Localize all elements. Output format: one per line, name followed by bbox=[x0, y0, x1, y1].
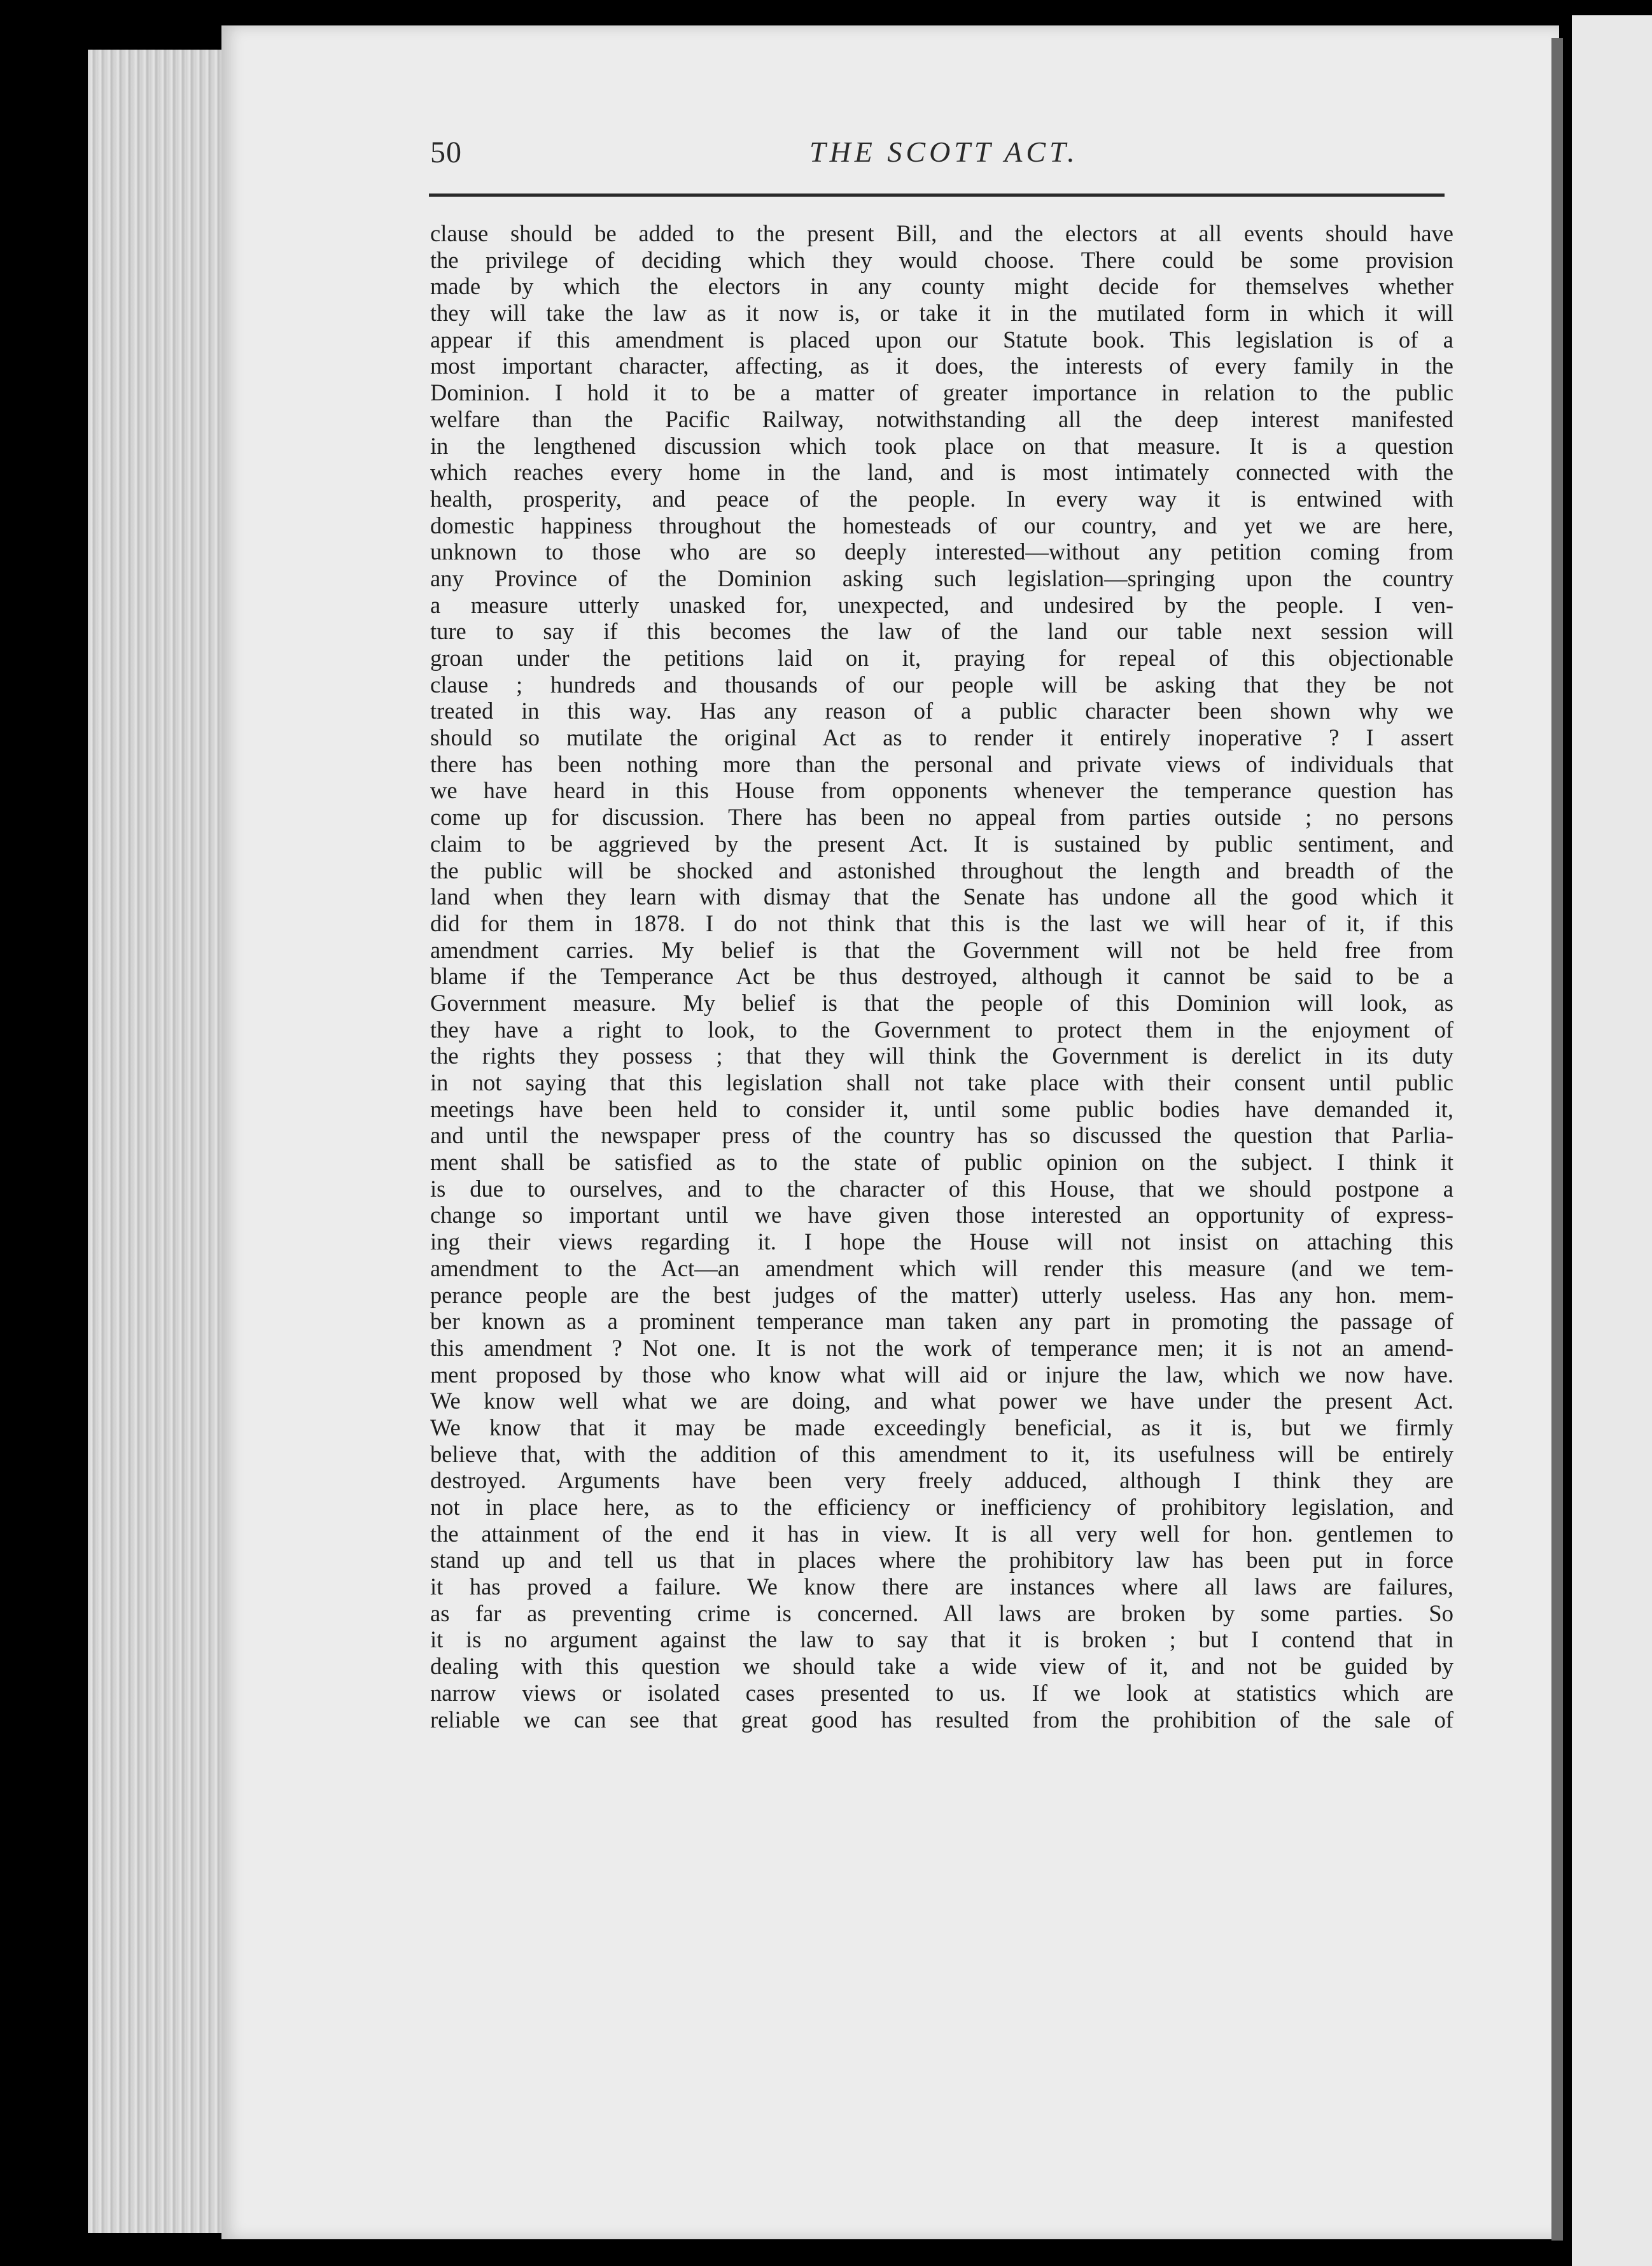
text-line: they will take the law as it now is, or take it in the mutilated form in which it will bbox=[430, 300, 1453, 327]
text-line: domestic happiness throughout the homesteads of our country, and yet we are here, bbox=[430, 512, 1453, 538]
text-line: they have a right to look, to the Government to protect them in the enjoyment of bbox=[430, 1016, 1453, 1043]
body-text bbox=[430, 220, 1453, 1733]
text-line: amendment to the Act—an amendment which will render this measure (and we tem- bbox=[430, 1255, 1453, 1281]
text-line: amendment carries. My belief is that the Government will not be held free from bbox=[430, 936, 1453, 963]
page-number: 50 bbox=[430, 136, 462, 169]
text-line: clause should be added to the present Bill, and the electors at all events should have bbox=[430, 220, 1453, 246]
text-line: believe that, with the addition of this amendment to it, its usefulness will be entirely bbox=[430, 1440, 1453, 1467]
text-line: made by which the electors in any county might decide for themselves whether bbox=[430, 273, 1453, 300]
text-line: welfare than the Pacific Railway, notwithstanding all the deep interest manifested bbox=[430, 405, 1453, 432]
text-line: the attainment of the end it has in view. It is all very well for hon. gentlemen to bbox=[430, 1520, 1453, 1547]
text-line: the public will be shocked and astonished throughout the length and breadth of the bbox=[430, 857, 1453, 883]
text-line: unknown to those who are so deeply interested—without any petition coming from bbox=[430, 538, 1453, 565]
text-line: it is no argument against the law to say that it is broken ; but I contend that in bbox=[430, 1626, 1453, 1653]
text-line: destroyed. Arguments have been very freely adduced, although I think they are bbox=[430, 1467, 1453, 1494]
text-line: in not saying that this legislation shall not take place with their consent until public bbox=[430, 1069, 1453, 1095]
text-line: stand up and tell us that in places where the prohibitory law has been put in force bbox=[430, 1547, 1453, 1573]
text-line: there has been nothing more than the personal and private views of individuals that bbox=[430, 750, 1453, 777]
text-line: which reaches every home in the land, and is most intimately connected with the bbox=[430, 459, 1453, 486]
text-line: Government measure. My belief is that the people of this Dominion will look, as bbox=[430, 989, 1453, 1016]
text-line: appear if this amendment is placed upon our Statute book. This legislation is of a bbox=[430, 326, 1453, 353]
text-line: the privilege of deciding which they would choose. There could be some provision bbox=[430, 246, 1453, 273]
text-line: ment shall be satisfied as to the state of public opinion on the subject. I think it bbox=[430, 1149, 1453, 1176]
text-line: narrow views or isolated cases presented to us. If we look at statistics which are bbox=[430, 1679, 1453, 1706]
text-line: ing their views regarding it. I hope the House will not insist on attaching this bbox=[430, 1228, 1453, 1255]
text-line: groan under the petitions laid on it, praying for repeal of this objectionable bbox=[430, 645, 1453, 671]
text-line: reliable we can see that great good has resulted from the prohibition of the sale of bbox=[430, 1706, 1453, 1733]
text-line: ment proposed by those who know what will aid or injure the law, which we now have. bbox=[430, 1361, 1453, 1388]
page-gutter-shadow bbox=[1551, 38, 1563, 2241]
text-line: health, prosperity, and peace of the people. In every way it is entwined with bbox=[430, 485, 1453, 512]
text-line: most important character, affecting, as it does, the interests of every family in the bbox=[430, 353, 1453, 379]
text-line: We know well what we are doing, and what power we have under the present Act. bbox=[430, 1388, 1453, 1414]
text-line: ber known as a prominent temperance man taken any part in promoting the passage of bbox=[430, 1308, 1453, 1335]
text-line: should so mutilate the original Act as to render it entirely inoperative ? I assert bbox=[430, 724, 1453, 751]
running-head: THE SCOTT ACT. bbox=[809, 136, 1079, 168]
text-line: did for them in 1878. I do not think that this is the last we will hear of it, if this bbox=[430, 910, 1453, 936]
header-rule bbox=[429, 194, 1445, 197]
text-line: not in place here, as to the efficiency or inefficiency of prohibitory legislation, and bbox=[430, 1494, 1453, 1520]
text-line: treated in this way. Has any reason of a public character been shown why we bbox=[430, 698, 1453, 724]
text-line: any Province of the Dominion asking such legislation—springing upon the country bbox=[430, 565, 1453, 591]
text-line: come up for discussion. There has been no appeal from parties outside ; no persons bbox=[430, 804, 1453, 831]
text-line: land when they learn with dismay that the Senate has undone all the good which it bbox=[430, 883, 1453, 910]
text-line: blame if the Temperance Act be thus destroyed, although it cannot be said to be a bbox=[430, 963, 1453, 990]
adjacent-page bbox=[1572, 15, 1652, 2266]
text-line: dealing with this question we should take a wide view of it, and not be guided by bbox=[430, 1653, 1453, 1680]
text-line: perance people are the best judges of the matter) utterly useless. Has any hon. mem- bbox=[430, 1281, 1453, 1308]
text-line: Dominion. I hold it to be a matter of greater importance in relation to the public bbox=[430, 379, 1453, 406]
text-line: clause ; hundreds and thousands of our people will be asking that they be not bbox=[430, 671, 1453, 698]
text-line: as far as preventing crime is concerned. All laws are broken by some parties. So bbox=[430, 1600, 1453, 1626]
text-line: meetings have been held to consider it, until some public bodies have demanded it, bbox=[430, 1095, 1453, 1122]
text-line: the rights they possess ; that they will think the Government is derelict in its duty bbox=[430, 1043, 1453, 1069]
text-line: this amendment ? Not one. It is not the work of temperance men; it is not an amend- bbox=[430, 1334, 1453, 1361]
text-line: claim to be aggrieved by the present Act. It is sustained by public sentiment, and bbox=[430, 830, 1453, 857]
text-line: We know that it may be made exceedingly beneficial, as it is, but we firmly bbox=[430, 1414, 1453, 1440]
text-line: ture to say if this becomes the law of the land our table next session will bbox=[430, 618, 1453, 645]
text-line: in the lengthened discussion which took place on that measure. It is a question bbox=[430, 432, 1453, 459]
text-line: it has proved a failure. We know there are instances where all laws are failures, bbox=[430, 1573, 1453, 1600]
text-line: change so important until we have given those interested an opportunity of express- bbox=[430, 1202, 1453, 1228]
text-line: and until the newspaper press of the country has so discussed the question that Parlia- bbox=[430, 1122, 1453, 1149]
text-line: a measure utterly unasked for, unexpected, and undesired by the people. I ven- bbox=[430, 591, 1453, 618]
text-line: is due to ourselves, and to the character of this House, that we should postpone a bbox=[430, 1175, 1453, 1202]
text-line: we have heard in this House from opponents whenever the temperance question has bbox=[430, 777, 1453, 804]
